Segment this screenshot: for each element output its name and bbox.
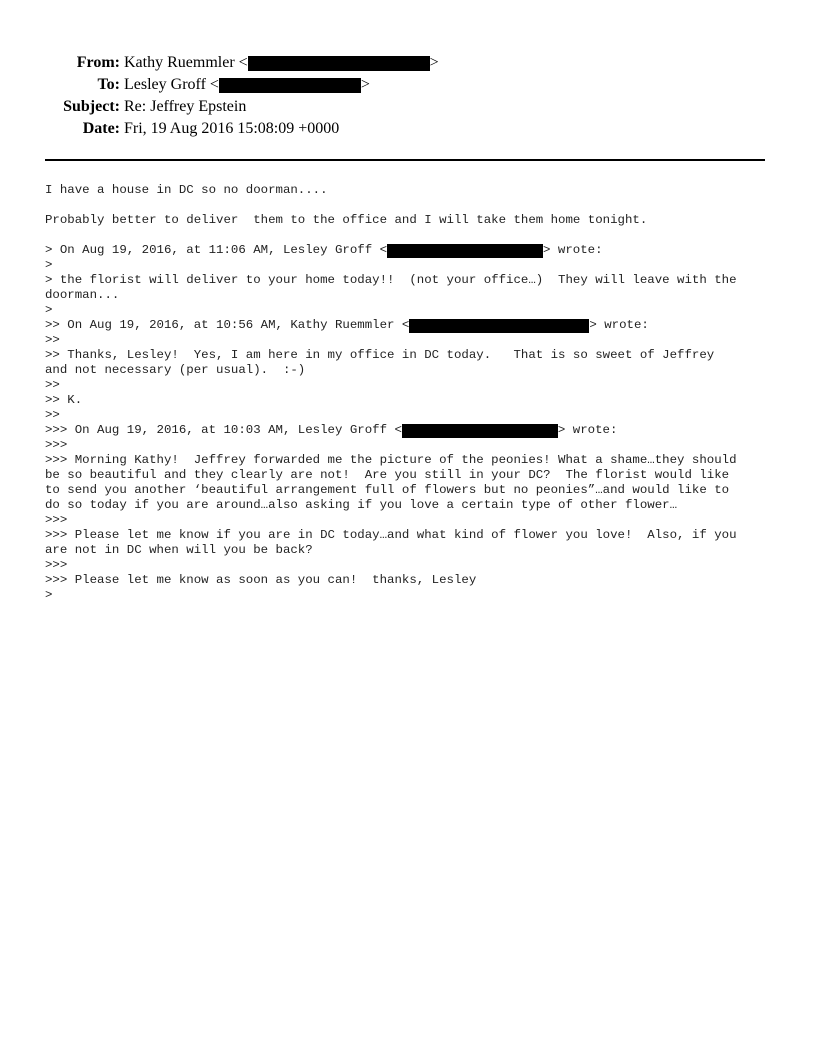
- quote-header-suffix: > wrote:: [543, 243, 603, 257]
- redacted-email: [402, 424, 558, 438]
- quote-header-text: > On Aug 19, 2016, at 11:06 AM, Lesley Groff <: [45, 243, 388, 257]
- email-header: [0, 52, 816, 140]
- from-label: From:: [76, 54, 120, 71]
- header-divider: [45, 159, 765, 161]
- quote-header-text: >>> On Aug 19, 2016, at 10:03 AM, Lesley Groff <: [45, 423, 402, 437]
- redacted-email-to: [219, 78, 361, 93]
- body-line: > the florist will deliver to your home today!! (not your office…) They will leave with the: [45, 273, 737, 287]
- quote-header-suffix: > wrote:: [589, 318, 649, 332]
- quote-header-line: [45, 423, 775, 438]
- body-line: are not in DC when will you be back?: [45, 543, 313, 557]
- body-line: >>>: [45, 558, 68, 572]
- body-line: to send you another ‘beautiful arrangement full of flowers but no peonies”…and would like to: [45, 483, 730, 497]
- subject-value: Re: Jeffrey Epstein: [124, 98, 247, 115]
- body-line: >: [45, 588, 53, 602]
- body-line: doorman...: [45, 288, 120, 302]
- body-line: be so beautiful and they clearly are not! Are you still in your DC? The florist would like: [45, 468, 730, 482]
- date-value: Fri, 19 Aug 2016 15:08:09 +0000: [124, 120, 340, 137]
- body-line: >>: [45, 378, 60, 392]
- redacted-email-from: [248, 56, 430, 71]
- body-line: >>> Please let me know as soon as you can! thanks, Lesley: [45, 573, 477, 587]
- body-line: >>>: [45, 438, 68, 452]
- body-line: >> Thanks, Lesley! Yes, I am here in my office in DC today. That is so sweet of Jeffrey: [45, 348, 715, 362]
- date-label: Date:: [82, 120, 120, 137]
- to-name: Lesley Groff <: [124, 76, 219, 93]
- body-line: >> K.: [45, 393, 83, 407]
- body-line: >>: [45, 408, 60, 422]
- quote-header-suffix: > wrote:: [557, 423, 618, 437]
- body-line: >>> Morning Kathy! Jeffrey forwarded me the picture of the peonies! What a shame…they should: [45, 453, 737, 467]
- body-line: do so today if you are around…also asking if you love a certain type of other flower…: [45, 498, 678, 512]
- from-name: Kathy Ruemmler <: [124, 54, 248, 71]
- body-line: >>> Please let me know if you are in DC today…and what kind of flower you love! Also, if you: [45, 528, 737, 542]
- to-row: [0, 74, 816, 96]
- date-row: [0, 118, 816, 140]
- from-value: [124, 52, 439, 74]
- blank-line: [45, 228, 775, 243]
- from-row: [0, 52, 816, 74]
- redacted-email: [387, 244, 543, 258]
- body-line: >>>: [45, 513, 68, 527]
- quote-header-line: [45, 243, 775, 258]
- to-label: To:: [97, 76, 120, 93]
- body-line: >: [45, 303, 53, 317]
- body-line: >>: [45, 333, 60, 347]
- subject-label: Subject:: [63, 98, 120, 115]
- redacted-email: [409, 319, 589, 333]
- body-line: >: [45, 258, 53, 272]
- blank-line: [45, 198, 775, 213]
- to-value: [124, 74, 370, 96]
- quote-header-line: [45, 318, 775, 333]
- email-body: [45, 183, 775, 603]
- subject-row: [0, 96, 816, 118]
- body-line: Probably better to deliver them to the office and I will take them home tonight.: [45, 213, 648, 227]
- to-close-bracket: >: [360, 76, 370, 93]
- quote-header-text: >> On Aug 19, 2016, at 10:56 AM, Kathy Ruemmler <: [45, 318, 410, 332]
- body-line: I have a house in DC so no doorman....: [45, 183, 328, 197]
- from-close-bracket: >: [429, 54, 439, 71]
- body-line: and not necessary (per usual). :-): [45, 363, 306, 377]
